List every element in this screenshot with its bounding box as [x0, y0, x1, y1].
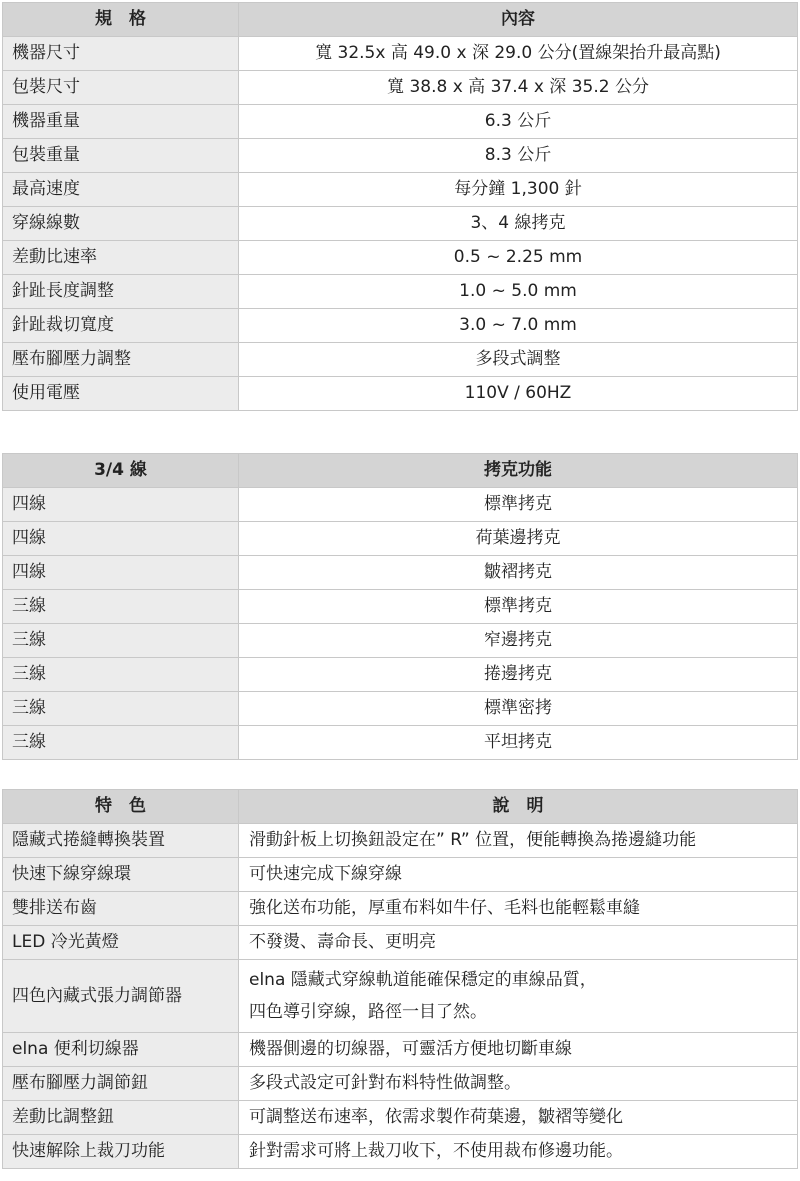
feature-description: 機器側邊的切線器，可靈活方便地切斷車線 [239, 1033, 798, 1067]
feature-description: 針對需求可將上裁刀收下，不使用裁布修邊功能。 [239, 1135, 798, 1169]
table-row [3, 624, 798, 658]
overlock-value: 窄邊拷克 [239, 624, 798, 658]
spec-value: 6.3 公斤 [239, 105, 798, 139]
spec-value: 多段式調整 [239, 343, 798, 377]
overlock-label: 四線 [3, 556, 239, 590]
table-row [3, 488, 798, 522]
feature-description: 可調整送布速率，依需求製作荷葉邊，皺褶等變化 [239, 1101, 798, 1135]
spec-value: 寬 38.8 x 高 37.4 x 深 35.2 公分 [239, 71, 798, 105]
spec-value: 每分鐘 1,300 針 [239, 173, 798, 207]
overlock-value: 皺褶拷克 [239, 556, 798, 590]
table-row [3, 858, 798, 892]
spec-table [2, 2, 798, 411]
feature-label: 隱藏式捲縫轉換裝置 [3, 824, 239, 858]
overlock-value: 標準拷克 [239, 488, 798, 522]
overlock-value: 捲邊拷克 [239, 658, 798, 692]
features-header-label: 特 色 [3, 790, 239, 824]
spec-label: 機器尺寸 [3, 37, 239, 71]
table-row [3, 173, 798, 207]
table-row [3, 309, 798, 343]
overlock-table [2, 453, 798, 760]
table-row [3, 37, 798, 71]
table-row [3, 590, 798, 624]
table-row [3, 139, 798, 173]
table-row [3, 1033, 798, 1067]
feature-description [239, 960, 798, 1033]
feature-label: 四色內藏式張力調節器 [3, 960, 239, 1033]
overlock-label: 四線 [3, 522, 239, 556]
spec-value: 1.0 ~ 5.0 mm [239, 275, 798, 309]
overlock-label: 三線 [3, 692, 239, 726]
feature-description: 滑動針板上切換鈕設定在” R” 位置，便能轉換為捲邊縫功能 [239, 824, 798, 858]
table-row [3, 1101, 798, 1135]
feature-label: 差動比調整鈕 [3, 1101, 239, 1135]
overlock-value: 標準拷克 [239, 590, 798, 624]
feature-description: 多段式設定可針對布料特性做調整。 [239, 1067, 798, 1101]
table-row [3, 343, 798, 377]
spec-label: 差動比速率 [3, 241, 239, 275]
spec-label: 使用電壓 [3, 377, 239, 411]
spec-label: 包裝尺寸 [3, 71, 239, 105]
overlock-header-content: 拷克功能 [239, 454, 798, 488]
table-row [3, 658, 798, 692]
overlock-value: 荷葉邊拷克 [239, 522, 798, 556]
spec-label: 包裝重量 [3, 139, 239, 173]
overlock-value: 標準密拷 [239, 692, 798, 726]
table-row [3, 241, 798, 275]
spec-label: 最高速度 [3, 173, 239, 207]
overlock-header-row [3, 454, 798, 488]
spec-value: 110V / 60HZ [239, 377, 798, 411]
feature-label: elna 便利切線器 [3, 1033, 239, 1067]
table-row [3, 726, 798, 760]
feature-description-line: 四色導引穿線，路徑一目了然。 [249, 1002, 487, 1022]
table-row [3, 522, 798, 556]
spec-label: 穿線線數 [3, 207, 239, 241]
overlock-label: 三線 [3, 726, 239, 760]
spec-header-content: 內容 [239, 3, 798, 37]
table-row [3, 556, 798, 590]
feature-description-line: elna 隱藏式穿線軌道能確保穩定的車線品質， [249, 970, 597, 990]
spec-value: 0.5 ~ 2.25 mm [239, 241, 798, 275]
table-row [3, 1135, 798, 1169]
table-row [3, 824, 798, 858]
spec-value: 寬 32.5x 高 49.0 x 深 29.0 公分(置線架抬升最高點) [239, 37, 798, 71]
table-row [3, 1067, 798, 1101]
table-row [3, 105, 798, 139]
spec-header-label: 規 格 [3, 3, 239, 37]
spec-label: 壓布腳壓力調整 [3, 343, 239, 377]
spec-value: 8.3 公斤 [239, 139, 798, 173]
feature-label: 壓布腳壓力調節鈕 [3, 1067, 239, 1101]
features-header-content: 說 明 [239, 790, 798, 824]
table-row [3, 207, 798, 241]
overlock-label: 三線 [3, 624, 239, 658]
spec-label: 針趾長度調整 [3, 275, 239, 309]
overlock-label: 四線 [3, 488, 239, 522]
overlock-label: 三線 [3, 590, 239, 624]
spec-header-row [3, 3, 798, 37]
table-row [3, 960, 798, 1033]
table-row [3, 377, 798, 411]
feature-description: 可快速完成下線穿線 [239, 858, 798, 892]
features-table [2, 789, 798, 1169]
features-header-row [3, 790, 798, 824]
table-row [3, 926, 798, 960]
spec-value: 3.0 ~ 7.0 mm [239, 309, 798, 343]
spec-label: 機器重量 [3, 105, 239, 139]
spec-value: 3、4 線拷克 [239, 207, 798, 241]
table-row [3, 692, 798, 726]
table-row [3, 275, 798, 309]
spec-label: 針趾裁切寬度 [3, 309, 239, 343]
feature-label: LED 冷光黃燈 [3, 926, 239, 960]
table-row [3, 892, 798, 926]
table-row [3, 71, 798, 105]
feature-description: 強化送布功能，厚重布料如牛仔、毛料也能輕鬆車縫 [239, 892, 798, 926]
overlock-value: 平坦拷克 [239, 726, 798, 760]
feature-label: 雙排送布齒 [3, 892, 239, 926]
feature-label: 快速下線穿線環 [3, 858, 239, 892]
overlock-header-label: 3/4 線 [3, 454, 239, 488]
feature-label: 快速解除上裁刀功能 [3, 1135, 239, 1169]
feature-description: 不發燙、壽命長、更明亮 [239, 926, 798, 960]
overlock-label: 三線 [3, 658, 239, 692]
